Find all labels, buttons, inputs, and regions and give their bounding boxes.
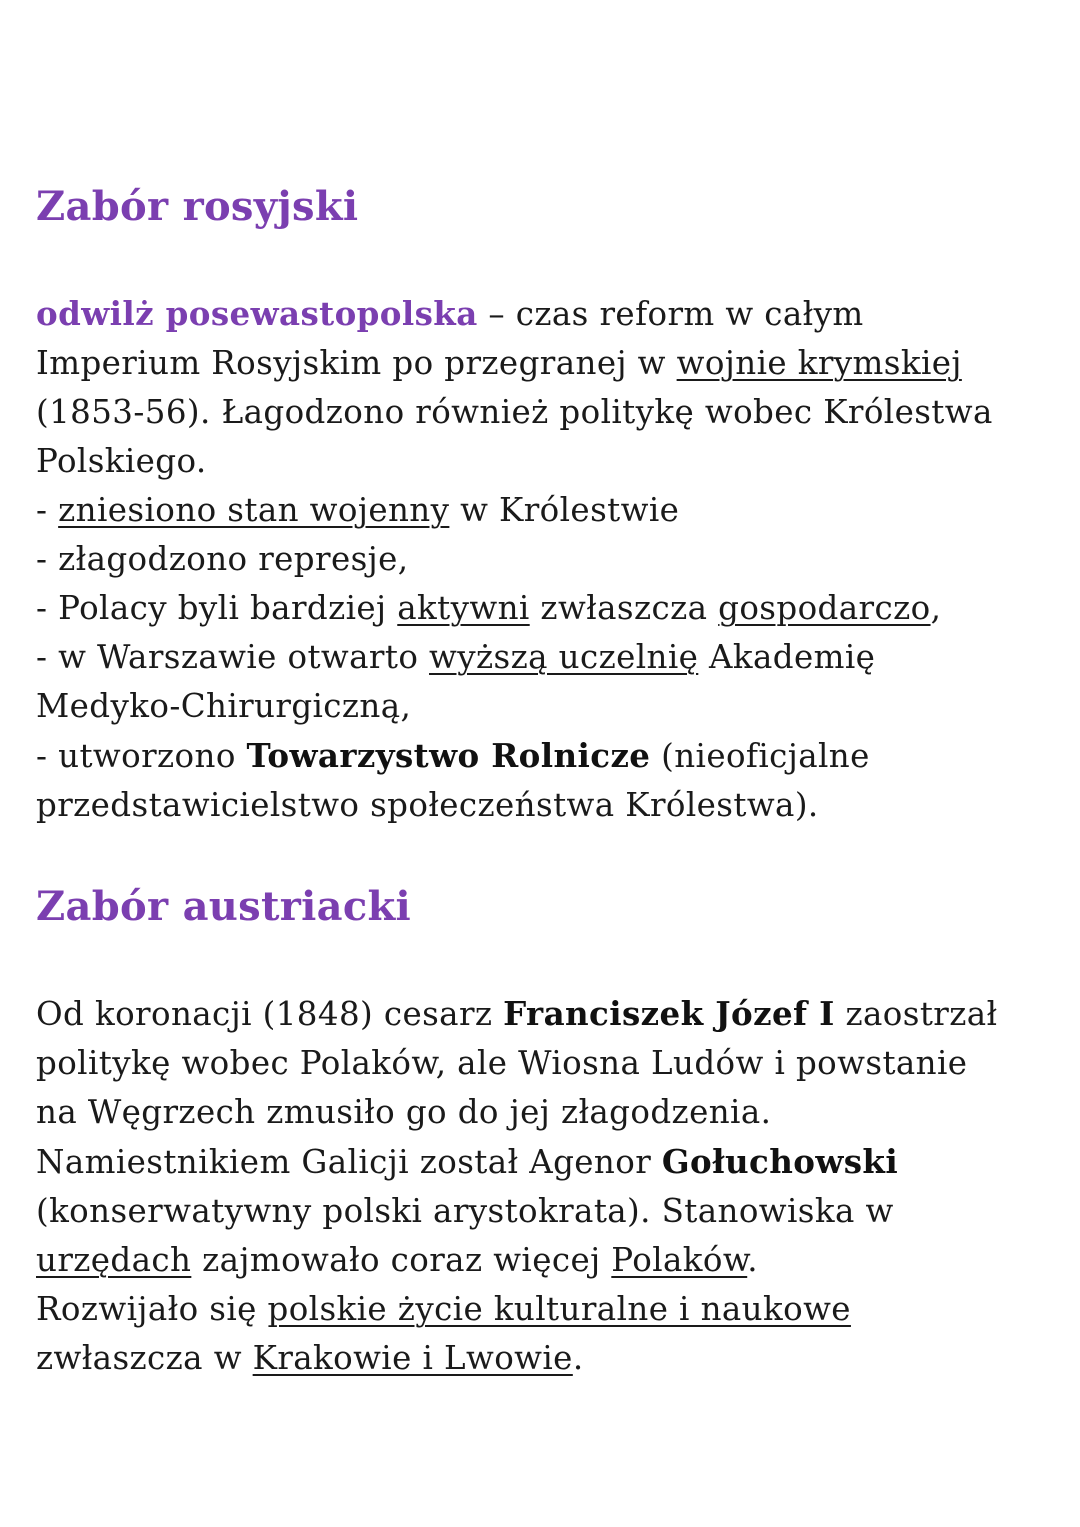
text-run: Namiestnikiem Galicji został Agenor	[36, 1143, 662, 1181]
text-run: - Polacy byli bardziej	[36, 589, 398, 627]
text-run: Imperium Rosyjskim po przegranej w	[36, 344, 677, 382]
section-body-russian-partition	[36, 289, 1056, 830]
underlined-phrase: gospodarczo	[718, 589, 931, 627]
text-run: (1853-56). Łagodzono również politykę wobec Królestwa	[36, 393, 993, 431]
text-run: zwłaszcza	[529, 589, 719, 627]
section-body-austrian-partition	[36, 989, 1056, 1383]
key-term: odwilż posewastopolska	[36, 294, 478, 333]
text-run: (konserwatywny polski arystokrata). Stanowiska w	[36, 1192, 894, 1230]
section-title-russian-partition: Zabór rosyjski	[36, 183, 359, 230]
text-line	[36, 731, 1056, 781]
text-line	[36, 486, 1056, 535]
text-line	[36, 1236, 1056, 1285]
text-run: Od koronacji (1848) cesarz	[36, 995, 504, 1033]
text-line	[36, 289, 1056, 339]
text-run: zajmowało coraz więcej	[191, 1241, 612, 1279]
text-line	[36, 1187, 1056, 1236]
text-line	[36, 584, 1056, 633]
underlined-phrase: Krakowie i Lwowie	[252, 1339, 573, 1377]
underlined-phrase: wyższą uczelnię	[429, 638, 699, 676]
text-run: -	[36, 491, 59, 529]
text-run: (nieoficjalne	[650, 737, 870, 775]
underlined-phrase: urzędach	[36, 1241, 192, 1279]
underlined-phrase: wojnie krymskiej	[676, 344, 962, 382]
text-line	[36, 535, 1056, 584]
text-run: przedstawicielstwo społeczeństwa Królestwa).	[36, 786, 819, 824]
underlined-phrase: aktywni	[397, 589, 530, 627]
text-run: w Królestwie	[449, 491, 680, 529]
text-line	[36, 339, 1056, 388]
text-line	[36, 989, 1056, 1039]
text-line	[36, 781, 1056, 830]
text-run: zwłaszcza w	[36, 1339, 253, 1377]
text-run: .	[747, 1241, 758, 1279]
text-run: - złagodzono represje,	[36, 540, 409, 578]
text-run: – czas reform w całym	[477, 295, 864, 333]
text-line	[36, 1285, 1056, 1334]
text-run: Medyko-Chirurgiczną,	[36, 687, 412, 725]
text-line	[36, 437, 1056, 486]
text-run: na Węgrzech zmusiło go do jej złagodzenia.	[36, 1093, 772, 1131]
text-run: Akademię	[698, 638, 876, 676]
underlined-phrase: zniesiono stan wojenny	[58, 491, 450, 529]
text-line	[36, 633, 1056, 682]
text-run: - w Warszawie otwarto	[36, 638, 430, 676]
underlined-phrase: polskie życie kulturalne i naukowe	[267, 1290, 851, 1328]
underlined-phrase: Polaków	[611, 1241, 748, 1279]
text-line	[36, 1088, 1056, 1137]
text-run: - utworzono	[36, 737, 247, 775]
text-run: Rozwijało się	[36, 1290, 268, 1328]
text-line	[36, 1039, 1056, 1088]
text-line	[36, 1334, 1056, 1383]
section-title-austrian-partition: Zabór austriacki	[36, 883, 412, 930]
text-run: .	[572, 1339, 584, 1377]
text-run: politykę wobec Polaków, ale Wiosna Ludów i powstanie	[36, 1044, 968, 1082]
text-run: Polskiego.	[36, 442, 207, 480]
text-line	[36, 388, 1056, 437]
text-line	[36, 1137, 1056, 1187]
bold-term: Gołuchowski	[661, 1142, 899, 1181]
bold-term: Franciszek Józef I	[503, 994, 835, 1033]
text-line	[36, 682, 1056, 731]
text-run: zaostrzał	[834, 995, 998, 1033]
bold-term: Towarzystwo Rolnicze	[246, 736, 651, 775]
text-run: ,	[930, 589, 942, 627]
